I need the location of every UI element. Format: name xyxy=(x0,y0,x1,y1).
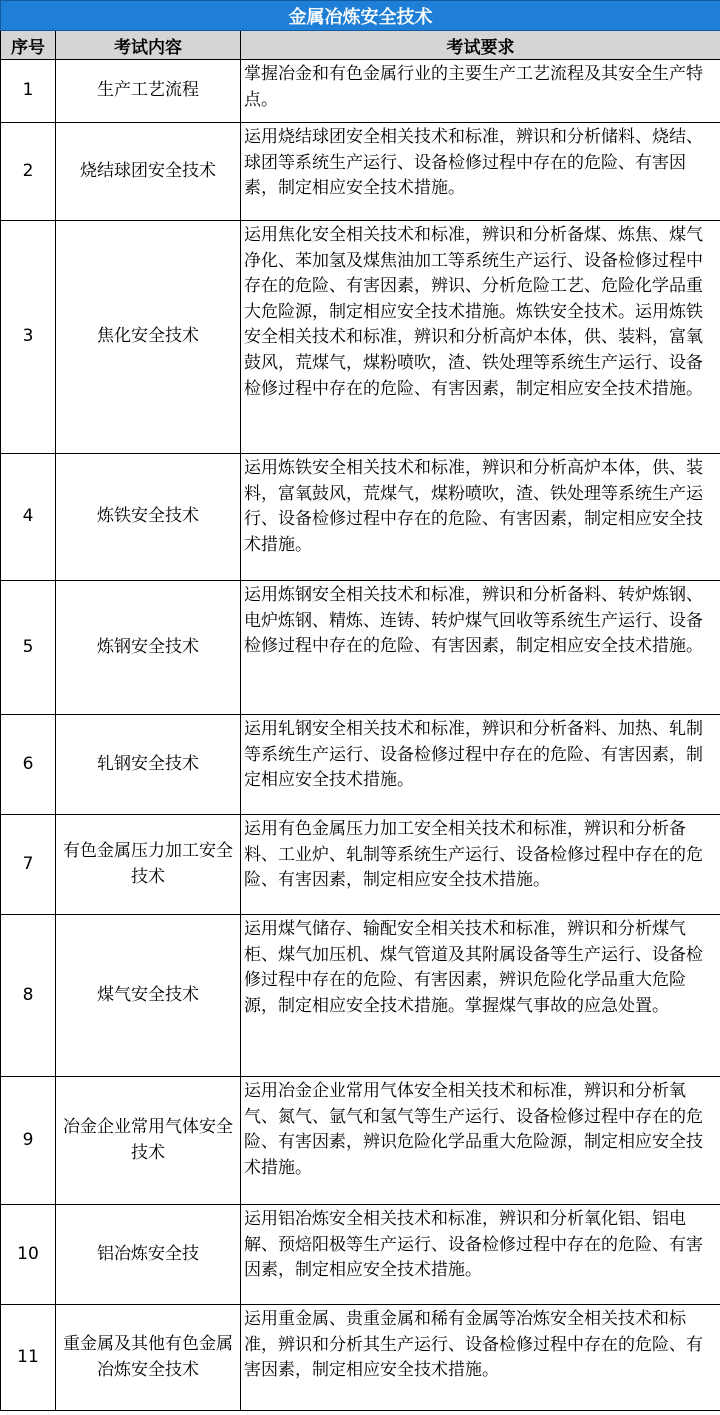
row-requirement: 运用烧结球团安全相关技术和标准，辨识和分析储料、烧结、球团等系统生产运行、设备检修过程中存在的危险、有害因素，制定相应安全技术措施。 xyxy=(241,123,720,221)
table-row xyxy=(1,915,720,1077)
table-row xyxy=(1,60,720,123)
row-number: 11 xyxy=(1,1305,56,1411)
row-content: 炼钢安全技术 xyxy=(56,581,241,715)
row-content: 炼铁安全技术 xyxy=(56,454,241,581)
row-content: 铝冶炼安全技 xyxy=(56,1205,241,1305)
row-number: 7 xyxy=(1,815,56,915)
table-row xyxy=(1,123,720,221)
row-content: 冶金企业常用气体安全技术 xyxy=(56,1077,241,1205)
row-requirement: 运用焦化安全相关技术和标准，辨识和分析备煤、炼焦、煤气净化、苯加氢及煤焦油加工等系统生产运行、设备检修过程中存在的危险、有害因素，辨识、分析危险工艺、危险化学品重大危险源，制定相应安全技术措施。炼铁安全技术。运用炼铁安全相关技术和标准，辨识和分析高炉本体，供、装料，富氧鼓风，荒煤气，煤粉喷吹，渣、铁处理等系统生产运行、设备检修过程中存在的危险、有害因素，制定相应安全技术措施。 xyxy=(241,221,720,454)
row-requirement: 运用铝冶炼安全相关技术和标准，辨识和分析氧化铝、铝电解、预焙阳极等生产运行、设备检修过程中存在的危险、有害因素，制定相应安全技术措施。 xyxy=(241,1205,720,1305)
table-title: 金属冶炼安全技术 xyxy=(1,1,720,31)
row-number: 8 xyxy=(1,915,56,1077)
table-row xyxy=(1,1077,720,1205)
table-row xyxy=(1,221,720,454)
row-number: 9 xyxy=(1,1077,56,1205)
row-content: 煤气安全技术 xyxy=(56,915,241,1077)
row-requirement: 运用炼钢安全相关技术和标准，辨识和分析备料、转炉炼钢、电炉炼钢、精炼、连铸、转炉煤气回收等系统生产运行、设备检修过程中存在的危险、有害因素，制定相应安全技术措施。 xyxy=(241,581,720,715)
table-row xyxy=(1,581,720,715)
row-requirement: 运用炼铁安全相关技术和标准，辨识和分析高炉本体，供、装料，富氧鼓风，荒煤气，煤粉喷吹，渣、铁处理等系统生产运行、设备检修过程中存在的危险、有害因素，制定相应安全技术措施。 xyxy=(241,454,720,581)
header-content: 考试内容 xyxy=(56,31,241,60)
row-number: 5 xyxy=(1,581,56,715)
row-requirement: 运用有色金属压力加工安全相关技术和标准，辨识和分析备料、工业炉、轧制等系统生产运行、设备检修过程中存在的危险、有害因素，制定相应安全技术措施。 xyxy=(241,815,720,915)
table-row xyxy=(1,1205,720,1305)
row-content: 有色金属压力加工安全技术 xyxy=(56,815,241,915)
row-number: 2 xyxy=(1,123,56,221)
row-content: 重金属及其他有色金属冶炼安全技术 xyxy=(56,1305,241,1411)
table-title-row xyxy=(1,1,720,31)
row-requirement: 运用重金属、贵重金属和稀有金属等冶炼安全相关技术和标准，辨识和分析其生产运行、设备检修过程中存在的危险、有害因素，制定相应安全技术措施。 xyxy=(241,1305,720,1411)
row-content: 烧结球团安全技术 xyxy=(56,123,241,221)
row-content: 焦化安全技术 xyxy=(56,221,241,454)
row-requirement: 运用冶金企业常用气体安全相关技术和标准，辨识和分析氧气、氮气、氩气和氢气等生产运行、设备检修过程中存在的危险、有害因素，辨识危险化学品重大危险源，制定相应安全技术措施。 xyxy=(241,1077,720,1205)
header-no: 序号 xyxy=(1,31,56,60)
row-number: 6 xyxy=(1,715,56,815)
row-number: 4 xyxy=(1,454,56,581)
row-content: 轧钢安全技术 xyxy=(56,715,241,815)
table-row xyxy=(1,1305,720,1411)
row-number: 1 xyxy=(1,60,56,123)
row-number: 10 xyxy=(1,1205,56,1305)
row-requirement: 运用煤气储存、输配安全相关技术和标准，辨识和分析煤气柜、煤气加压机、煤气管道及其附属设备等生产运行、设备检修过程中存在的危险、有害因素，辨识危险化学品重大危险源，制定相应安全技术措施。掌握煤气事故的应急处置。 xyxy=(241,915,720,1077)
row-content: 生产工艺流程 xyxy=(56,60,241,123)
row-requirement: 运用轧钢安全相关技术和标准，辨识和分析备料、加热、轧制等系统生产运行、设备检修过程中存在的危险、有害因素，制定相应安全技术措施。 xyxy=(241,715,720,815)
table-row xyxy=(1,454,720,581)
row-requirement: 掌握冶金和有色金属行业的主要生产工艺流程及其安全生产特点。 xyxy=(241,60,720,123)
row-number: 3 xyxy=(1,221,56,454)
table-row xyxy=(1,715,720,815)
table-row xyxy=(1,815,720,915)
header-requirement: 考试要求 xyxy=(241,31,720,60)
table-header-row xyxy=(1,31,720,60)
